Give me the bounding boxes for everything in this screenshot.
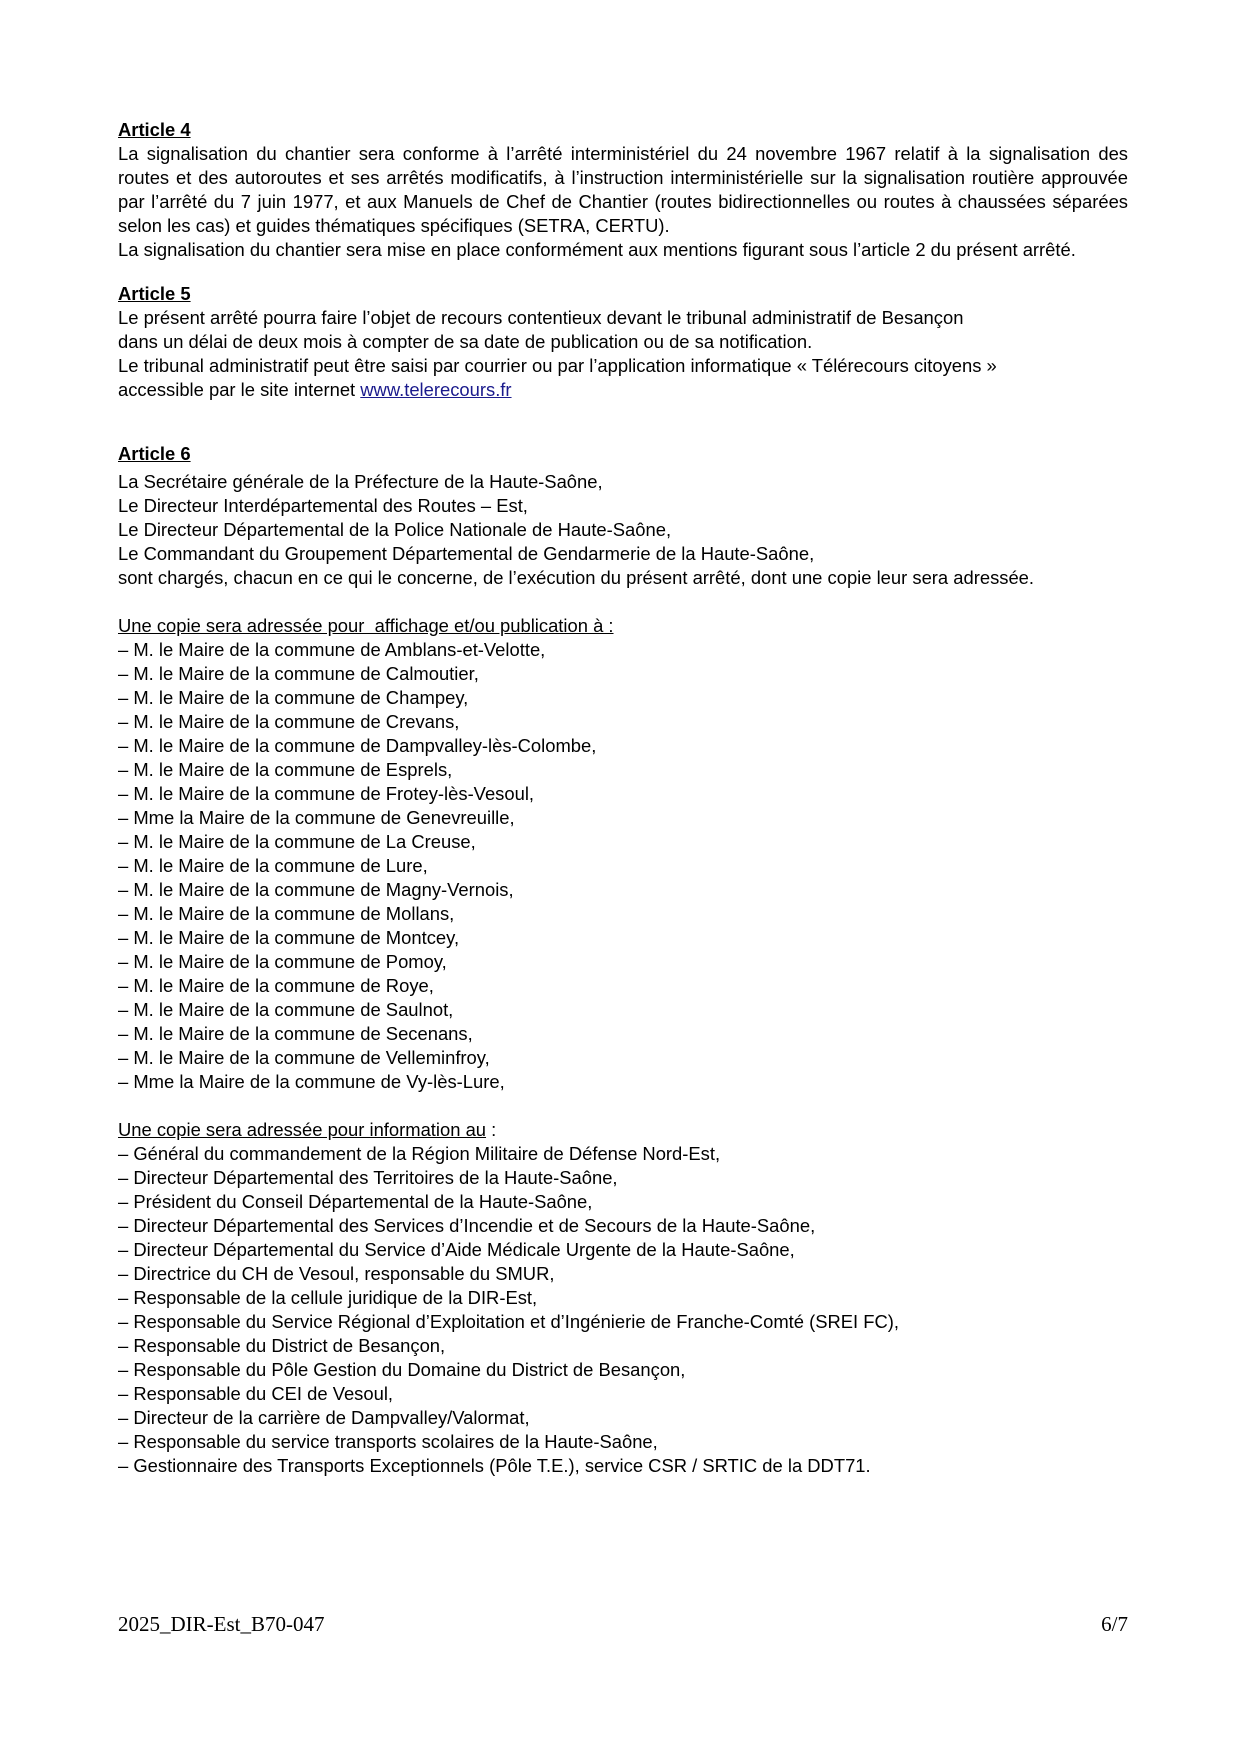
- list-item: – Responsable de la cellule juridique de la DIR-Est,: [118, 1286, 1128, 1310]
- document-reference: 2025_DIR-Est_B70-047: [118, 1612, 325, 1636]
- list-item: – Responsable du CEI de Vesoul,: [118, 1382, 1128, 1406]
- article-6-title: Article 6: [118, 443, 191, 464]
- article-5-line: Le présent arrêté pourra faire l’objet de recours contentieux devant le tribunal administratif de Besançon: [118, 307, 964, 328]
- list-item: – M. le Maire de la commune de Mollans,: [118, 902, 1128, 926]
- list-item: – M. le Maire de la commune de Lure,: [118, 854, 1128, 878]
- list-item: – Directeur Départemental du Service d’Aide Médicale Urgente de la Haute-Saône,: [118, 1238, 1128, 1262]
- page-footer: [118, 1612, 1128, 1636]
- telerecours-link[interactable]: www.telerecours.fr: [360, 379, 512, 400]
- list-item: – M. le Maire de la commune de Amblans-et-Velotte,: [118, 638, 1128, 662]
- list-item: – Mme la Maire de la commune de Genevreuille,: [118, 806, 1128, 830]
- info-recipients-list: [118, 1142, 1128, 1478]
- list-item: – Directrice du CH de Vesoul, responsable du SMUR,: [118, 1262, 1128, 1286]
- mayors-list: [118, 638, 1128, 1094]
- addressee: Le Commandant du Groupement Départemental de Gendarmerie de la Haute-Saône,: [118, 543, 815, 564]
- article-4-paragraph-1: La signalisation du chantier sera conforme à l’arrêté interministériel du 24 novembre 1967 relatif à la signalisation des routes et des autoroutes et ses arrêtés modificatifs, à l’instruction interministérielle sur la signalisation routière approuvée par l’arrêté du 7 juin 1977, et aux Manuels de Chef de Chantier (routes bidirectionnelles ou routes à chaussées séparées selon les cas) et guides thématiques spécifiques (SETRA, CERTU).: [118, 143, 1128, 236]
- list-item: – M. le Maire de la commune de Roye,: [118, 974, 1128, 998]
- article-4-paragraph-2: La signalisation du chantier sera mise en place conformément aux mentions figurant sous l’article 2 du présent arrêté.: [118, 239, 1076, 260]
- list-item: – M. le Maire de la commune de Saulnot,: [118, 998, 1128, 1022]
- list-item: – Directeur de la carrière de Dampvalley/Valormat,: [118, 1406, 1128, 1430]
- page-number: 6/7: [1101, 1612, 1128, 1636]
- copy-info-heading-suffix: :: [486, 1119, 497, 1140]
- list-item: – M. le Maire de la commune de Champey,: [118, 686, 1128, 710]
- list-item: – M. le Maire de la commune de Frotey-lès-Vesoul,: [118, 782, 1128, 806]
- list-item: – M. le Maire de la commune de Pomoy,: [118, 950, 1128, 974]
- article-5-line: Le tribunal administratif peut être saisi par courrier ou par l’application informatique « Télérecours citoyens »: [118, 355, 997, 376]
- list-item: – Responsable du service transports scolaires de la Haute-Saône,: [118, 1430, 1128, 1454]
- article-5-line: dans un délai de deux mois à compter de sa date de publication ou de sa notification.: [118, 331, 813, 352]
- document-body: [118, 118, 1128, 1478]
- list-item: – Directeur Départemental des Territoires de la Haute-Saône,: [118, 1166, 1128, 1190]
- list-item: – M. le Maire de la commune de Montcey,: [118, 926, 1128, 950]
- addressee: Le Directeur Interdépartemental des Routes – Est,: [118, 495, 528, 516]
- copy-display-heading: [118, 614, 1128, 638]
- list-item: – Directeur Départemental des Services d’Incendie et de Secours de la Haute-Saône,: [118, 1214, 1128, 1238]
- copy-info-heading-text: Une copie sera adressée pour information au: [118, 1119, 487, 1140]
- list-item: – M. le Maire de la commune de Calmoutier,: [118, 662, 1128, 686]
- addressee: La Secrétaire générale de la Préfecture de la Haute-Saône,: [118, 471, 603, 492]
- article-5-line-link: [118, 378, 1128, 402]
- article-4-title: Article 4: [118, 119, 191, 140]
- copy-display-heading-text: Une copie sera adressée pour affichage et/ou publication à :: [118, 615, 614, 636]
- addressee: Le Directeur Départemental de la Police Nationale de Haute-Saône,: [118, 519, 672, 540]
- list-item: – M. le Maire de la commune de Esprels,: [118, 758, 1128, 782]
- list-item: – Gestionnaire des Transports Exceptionnels (Pôle T.E.), service CSR / SRTIC de la DDT71.: [118, 1454, 1128, 1478]
- copy-info-heading: [118, 1118, 1128, 1142]
- list-item: – M. le Maire de la commune de Velleminfroy,: [118, 1046, 1128, 1070]
- addressees-list: [118, 470, 1128, 566]
- list-item: – M. le Maire de la commune de Magny-Vernois,: [118, 878, 1128, 902]
- list-item: – M. le Maire de la commune de Dampvalley-lès-Colombe,: [118, 734, 1128, 758]
- article-6-closing: sont chargés, chacun en ce qui le concerne, de l’exécution du présent arrêté, dont une copie leur sera adressée.: [118, 567, 1035, 588]
- list-item: – Président du Conseil Départemental de la Haute-Saône,: [118, 1190, 1128, 1214]
- list-item: – M. le Maire de la commune de Secenans,: [118, 1022, 1128, 1046]
- list-item: – Responsable du Pôle Gestion du Domaine du District de Besançon,: [118, 1358, 1128, 1382]
- list-item: – Responsable du Service Régional d’Exploitation et d’Ingénierie de Franche-Comté (SREI FC),: [118, 1310, 1128, 1334]
- list-item: – Mme la Maire de la commune de Vy-lès-Lure,: [118, 1070, 1128, 1094]
- article-5-link-prefix: accessible par le site internet: [118, 379, 361, 400]
- article-5-title: Article 5: [118, 283, 191, 304]
- list-item: – Général du commandement de la Région Militaire de Défense Nord-Est,: [118, 1142, 1128, 1166]
- list-item: – M. le Maire de la commune de Crevans,: [118, 710, 1128, 734]
- list-item: – M. le Maire de la commune de La Creuse,: [118, 830, 1128, 854]
- list-item: – Responsable du District de Besançon,: [118, 1334, 1128, 1358]
